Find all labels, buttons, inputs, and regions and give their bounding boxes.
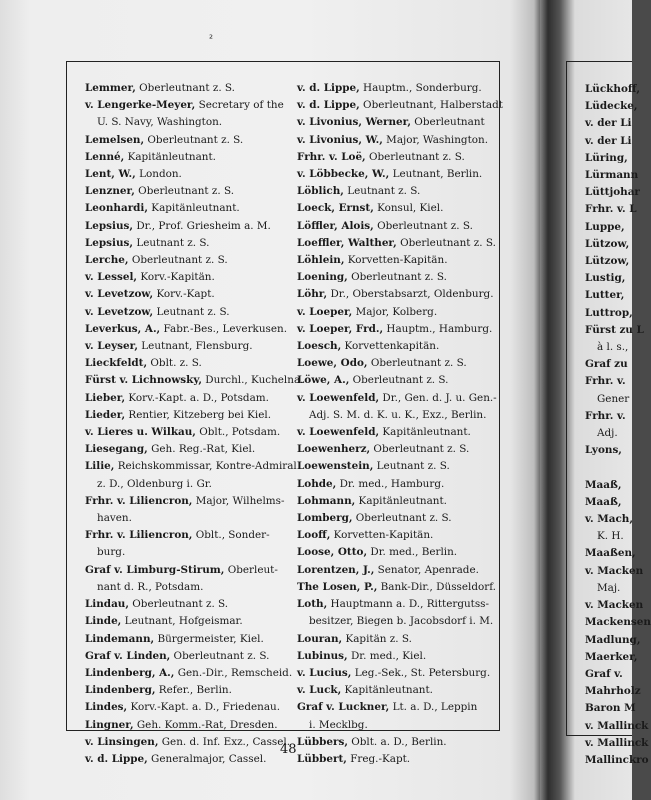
entry-name: v. Lessel, xyxy=(85,271,138,284)
entry-name: v. Levetzow, xyxy=(85,305,154,318)
entry-details: Lt. a. D., Leppin xyxy=(389,701,478,714)
entry-name: v. Levetzow, xyxy=(85,288,154,301)
entry-details: Bürgermeister, Kiel. xyxy=(154,632,264,645)
directory-entry xyxy=(297,304,497,321)
page-mark: ² xyxy=(209,34,214,45)
entry-continuation: U. S. Navy, Washington. xyxy=(97,116,223,129)
directory-entry xyxy=(85,734,293,751)
entry-name: Lilie, xyxy=(85,460,115,473)
directory-entry xyxy=(297,372,497,389)
entry-name: Löhlein, xyxy=(297,254,345,267)
directory-entry xyxy=(297,269,497,286)
entry-name: Graf v. Luckner, xyxy=(297,701,390,714)
entry-name: Graf v. Limburg-Stirum, xyxy=(85,563,225,576)
entry-name: Loesch, xyxy=(297,340,342,353)
next-page-entry: v. Mallinck xyxy=(585,736,649,749)
entry-details: Oblt., Potsdam. xyxy=(195,426,281,439)
entry-name: Loening, xyxy=(297,271,348,284)
next-page-entry: Mackensen xyxy=(585,616,651,629)
entry-details: Leutnant z. S. xyxy=(153,305,230,318)
entry-details: Oberleutnant z. S. xyxy=(349,374,449,387)
entry-details: Refer., Berlin. xyxy=(155,684,232,697)
entry-name: v. Luck, xyxy=(297,684,342,697)
entry-details: Leutnant z. S. xyxy=(133,236,210,249)
entry-details: Konsul, Kiel. xyxy=(373,202,444,215)
directory-entry xyxy=(297,97,503,114)
entry-name: v. Livonius, Werner, xyxy=(297,116,411,129)
directory-entry xyxy=(85,682,293,699)
next-page-entry: Graf zu xyxy=(585,358,628,371)
entry-details: Leutnant, Flensburg. xyxy=(137,340,253,353)
entry-details: Rentier, Kitzeberg bei Kiel. xyxy=(125,408,272,421)
entry-details: Leg.-Sek., St. Petersburg. xyxy=(351,666,491,679)
directory-entry xyxy=(85,527,293,544)
entry-name: Lohde, xyxy=(297,477,337,490)
entry-name: Lemelsen, xyxy=(85,133,145,146)
entry-details: Kapitänleutnant. xyxy=(341,684,433,697)
directory-entry xyxy=(85,355,293,372)
entry-continuation: i. Mecklbg. xyxy=(309,718,368,731)
entry-details: Dr. med., Kiel. xyxy=(347,649,427,662)
directory-entry xyxy=(297,390,497,407)
entry-name: Löwe, A., xyxy=(297,374,350,387)
directory-entry xyxy=(297,166,497,183)
entry-name: Lindenberg, xyxy=(85,684,156,697)
next-page-entry: v. der Li xyxy=(585,134,632,147)
entry-details: Freg.-Kapt. xyxy=(346,752,411,765)
directory-entry xyxy=(85,493,293,510)
entry-name: Lieber, xyxy=(85,391,126,404)
entry-name: Liesegang, xyxy=(85,443,148,456)
entry-name: v. Loeper, xyxy=(297,305,353,318)
directory-entry xyxy=(297,114,497,131)
directory-entry xyxy=(297,252,497,269)
next-page-continuation: Adj. xyxy=(597,427,618,440)
directory-entry xyxy=(297,562,497,579)
entry-details: Oberleutnant z. S. xyxy=(367,357,467,370)
entry-details: Oblt., Sonder- xyxy=(192,529,270,542)
entry-details: Korv.-Kapitän. xyxy=(137,271,215,284)
entry-details: Oberleutnant, Halberstadt xyxy=(359,99,503,112)
entry-name: Loth, xyxy=(297,598,328,611)
entry-name: v. Löbbecke, W., xyxy=(297,168,390,181)
entry-name: v. Livonius, W., xyxy=(297,133,383,146)
entry-name: Lomberg, xyxy=(297,512,353,525)
directory-entry xyxy=(85,200,293,217)
entry-name: Leverkus, A., xyxy=(85,322,161,335)
next-page-entry: Lürmann xyxy=(585,169,639,182)
entry-details: Korvetten-Kapitän. xyxy=(344,254,448,267)
entry-name: Looff, xyxy=(297,529,331,542)
entry-details: Kapitänleutnant. xyxy=(124,150,216,163)
entry-name: v. Leyser, xyxy=(85,340,138,353)
directory-entry xyxy=(85,132,293,149)
entry-name: v. Linsingen, xyxy=(85,735,159,748)
entry-details: Korvetten-Kapitän. xyxy=(330,529,434,542)
entry-name: v. Lucius, xyxy=(297,666,352,679)
next-page-entry: Lützow, xyxy=(585,255,630,268)
entry-details: Oberleutnant z. S. xyxy=(135,82,235,94)
entry-name: Frhr. v. Loë, xyxy=(297,150,366,163)
directory-entry xyxy=(297,321,497,338)
directory-entry xyxy=(85,699,293,716)
directory-entry xyxy=(85,97,293,114)
next-page-entry: Frhr. v. xyxy=(585,409,626,422)
next-page-entry: v. der Li xyxy=(585,117,632,130)
entry-details: Oberleutnant z. S. xyxy=(352,512,452,525)
directory-entry xyxy=(85,183,293,200)
entry-name: v. Lieres u. Wilkau, xyxy=(85,426,196,439)
entry-continuation: Adj. S. M. d. K. u. K., Exz., Berlin. xyxy=(309,408,487,421)
next-page-entry: Maaß, xyxy=(585,478,622,491)
directory-entry xyxy=(85,166,293,183)
entry-details: Dr., Prof. Griesheim a. M. xyxy=(133,219,271,232)
entry-details: Kapitänleutnant. xyxy=(379,426,471,439)
entry-details: Gen.-Dir., Remscheid. xyxy=(174,666,293,679)
directory-entry xyxy=(297,132,497,149)
entry-details: Oberleutnant xyxy=(411,116,485,129)
entry-name: Lübbers, xyxy=(297,735,348,748)
entry-details: Oberleutnant z. S. xyxy=(370,443,470,456)
entry-details: Geh. Reg.-Rat, Kiel. xyxy=(147,443,256,456)
entry-name: Lerche, xyxy=(85,254,129,267)
entry-name: Lent, W., xyxy=(85,168,136,181)
directory-entry xyxy=(297,218,497,235)
entry-details: Oberleutnant z. S. xyxy=(134,185,234,198)
next-page-entry: v. Mallinck xyxy=(585,719,649,732)
next-page-entry: Luppe, xyxy=(585,220,625,233)
directory-entry xyxy=(85,235,293,252)
entry-details: Senator, Apenrade. xyxy=(374,563,479,576)
entry-name: v. Loewenfeld, xyxy=(297,391,380,404)
entry-name: Loeffler, Walther, xyxy=(297,236,397,249)
entry-details: Bank-Dir., Düsseldorf. xyxy=(377,580,496,593)
next-page-entry: Lüttjohar xyxy=(585,186,640,199)
entry-details: Oblt. a. D., Berlin. xyxy=(347,735,447,748)
next-page-entry: Lückhoff, xyxy=(585,83,641,95)
directory-entry xyxy=(85,648,293,665)
entry-details: Hauptm., Hamburg. xyxy=(383,322,493,335)
entry-name: Lindau, xyxy=(85,598,129,611)
entry-name: v. Lengerke-Meyer, xyxy=(85,99,196,112)
entry-name: Loose, Otto, xyxy=(297,546,368,559)
entry-name: Loewenherz, xyxy=(297,443,371,456)
entry-name: Frhr. v. Liliencron, xyxy=(85,494,193,507)
next-page-entry: Frhr. v. xyxy=(585,375,626,388)
entry-name: Graf v. Linden, xyxy=(85,649,171,662)
next-page-entry: v. Macken xyxy=(585,599,644,612)
next-page-entry: Luttrop, xyxy=(585,306,633,319)
next-page-entry: Lützow, xyxy=(585,237,630,250)
entry-name: Lingner, xyxy=(85,718,134,731)
entry-name: v. d. Lippe, xyxy=(297,82,360,94)
directory-entry xyxy=(297,510,497,527)
entry-name: Lenzner, xyxy=(85,185,135,198)
next-page-continuation: à l. s., xyxy=(597,341,629,354)
next-page-entry xyxy=(585,459,651,476)
next-page-entry: Lustig, xyxy=(585,272,626,285)
entry-details: Hauptm., Sonderburg. xyxy=(359,82,482,94)
entry-name: v. Loewenfeld, xyxy=(297,426,380,439)
entry-name: Lieder, xyxy=(85,408,126,421)
entry-details: Leutnant, Berlin. xyxy=(389,168,483,181)
entry-details: Oberleutnant z. S. xyxy=(128,254,228,267)
directory-entry xyxy=(85,751,293,768)
directory-entry xyxy=(297,734,497,751)
entry-name: Lieckfeldt, xyxy=(85,357,148,370)
next-page-continuation: K. H. xyxy=(597,530,624,543)
entry-name: Lepsius, xyxy=(85,219,134,232)
directory-entry xyxy=(85,338,293,355)
directory-entry xyxy=(297,458,497,475)
entry-details: Oberleutnant z. S. xyxy=(396,236,496,249)
entry-details: Korv.-Kapt. a. D., Potsdam. xyxy=(125,391,269,404)
directory-entry xyxy=(85,613,293,630)
entry-details: Kapitänleutnant. xyxy=(355,494,447,507)
entry-continuation: burg. xyxy=(97,546,126,559)
next-page-entry: Graf v. xyxy=(585,667,623,680)
directory-entry xyxy=(297,235,497,252)
entry-details: Dr. med., Berlin. xyxy=(367,546,458,559)
directory-entry xyxy=(85,269,293,286)
entry-details: Korvettenkapitän. xyxy=(341,340,440,353)
next-page-entry: Mallinckro xyxy=(585,753,649,766)
entry-details: Reichskommissar, Kontre-Admiral xyxy=(114,460,297,473)
entry-details: Oberleutnant z. S. xyxy=(144,133,244,146)
directory-entry xyxy=(297,751,497,768)
directory-entry xyxy=(297,596,497,613)
directory-entry xyxy=(297,665,497,682)
next-page-entry: Maerker, xyxy=(585,650,638,663)
directory-entry xyxy=(85,252,293,269)
directory-entry xyxy=(297,682,497,699)
next-page-continuation: Maj. xyxy=(597,581,621,594)
entry-continuation: z. D., Oldenburg i. Gr. xyxy=(97,477,212,490)
directory-entry xyxy=(85,596,293,613)
entry-name: Lubinus, xyxy=(297,649,348,662)
directory-entry xyxy=(297,183,497,200)
directory-entry xyxy=(85,321,293,338)
next-page-entry: Mahrholz xyxy=(585,685,641,698)
entry-details: Major, Wilhelms- xyxy=(192,494,285,507)
entry-name: Lindes, xyxy=(85,701,128,714)
entry-details: Secretary of the xyxy=(195,99,284,112)
entry-name: Lindenberg, A., xyxy=(85,666,175,679)
directory-entry xyxy=(297,631,497,648)
entry-details: Major, Washington. xyxy=(382,133,489,146)
directory-entry xyxy=(297,441,497,458)
directory-entry xyxy=(85,304,293,321)
entry-details: Hauptmann a. D., Rittergutss- xyxy=(327,598,490,611)
entry-name: Lindemann, xyxy=(85,632,155,645)
directory-entry xyxy=(85,458,297,475)
directory-entry xyxy=(297,149,497,166)
entry-details: Leutnant, Hofgeismar. xyxy=(121,615,243,628)
entry-continuation: haven. xyxy=(97,512,132,525)
entry-details: Fabr.-Bes., Leverkusen. xyxy=(160,322,288,335)
page-number: 48 xyxy=(280,742,297,757)
entry-details: Dr., Oberstabsarzt, Oldenburg. xyxy=(327,288,494,301)
directory-entry xyxy=(297,527,497,544)
next-page-entry: v. Mach, xyxy=(585,513,633,526)
entry-name: v. d. Lippe, xyxy=(85,752,148,765)
entry-details: Oberleutnant z. S. xyxy=(347,271,447,284)
entry-details: Geh. Komm.-Rat, Dresden. xyxy=(133,718,278,731)
directory-entry xyxy=(85,665,293,682)
directory-entry xyxy=(85,631,293,648)
directory-entry xyxy=(297,579,497,596)
entry-continuation: besitzer, Biegen b. Jacobsdorf i. M. xyxy=(309,615,494,628)
entry-name: Linde, xyxy=(85,615,122,628)
directory-entry xyxy=(297,286,497,303)
directory-entry xyxy=(297,699,497,716)
entry-details: Leutnant z. S. xyxy=(343,185,421,198)
directory-entry xyxy=(85,286,293,303)
next-page-entry: Lyons, xyxy=(585,444,622,457)
entry-name: v. d. Lippe, xyxy=(297,99,360,112)
next-page-entry: Lüring, xyxy=(585,151,628,164)
directory-entry xyxy=(297,648,497,665)
entry-details: Korv.-Kapt. a. D., Friedenau. xyxy=(127,701,281,714)
entry-name: Louran, xyxy=(297,632,343,645)
next-page-entry: Lüdecke, xyxy=(585,100,638,113)
directory-entry xyxy=(85,717,293,734)
entry-name: Lenné, xyxy=(85,150,125,163)
entry-details: Oberleutnant z. S. xyxy=(170,649,270,662)
next-page-entry: Madlung, xyxy=(585,633,641,646)
entry-name: Loewe, Odo, xyxy=(297,357,368,370)
directory-entry xyxy=(85,80,293,97)
directory-entry xyxy=(85,562,293,579)
entry-details: Durchl., Kuchelna. xyxy=(202,374,304,387)
entry-name: Löhr, xyxy=(297,288,328,301)
right-column xyxy=(297,80,503,768)
next-page-entry: Maaß, xyxy=(585,495,622,508)
entry-name: Lemmer, xyxy=(85,82,136,94)
entry-details: Generalmajor, Cassel. xyxy=(147,752,267,765)
next-page-entry: Fürst zu L xyxy=(585,323,644,336)
entry-details: Kapitän z. S. xyxy=(342,632,412,645)
entry-name: The Losen, P., xyxy=(297,580,378,593)
entry-details: Dr., Gen. d. J. u. Gen.- xyxy=(379,391,497,404)
next-page-entry: Lutter, xyxy=(585,289,625,302)
entry-details: Korv.-Kapt. xyxy=(153,288,215,301)
entry-details: Oberleutnant z. S. xyxy=(373,219,473,232)
entry-name: Loewenstein, xyxy=(297,460,374,473)
directory-entry xyxy=(297,424,497,441)
directory-entry xyxy=(85,424,293,441)
entry-details: Gen. d. Inf. Exz., Cassel. xyxy=(158,735,291,748)
entry-details: Major, Kolberg. xyxy=(352,305,438,318)
next-page-continuation: Gener xyxy=(597,392,630,405)
directory-entry xyxy=(297,355,497,372)
next-page-entry: Maaßen, xyxy=(585,547,636,560)
directory-entry xyxy=(85,218,293,235)
entry-details: Leutnant z. S. xyxy=(373,460,450,473)
entry-name: Leonhardi, xyxy=(85,202,148,215)
entry-name: Loeck, Ernst, xyxy=(297,202,374,215)
directory-entry xyxy=(297,338,497,355)
entry-name: Lohmann, xyxy=(297,494,356,507)
entry-details: Oberleutnant z. S. xyxy=(128,598,229,611)
directory-entry xyxy=(297,493,497,510)
entry-continuation: nant d. R., Potsdam. xyxy=(97,580,204,593)
directory-entry xyxy=(297,476,497,493)
entry-name: Frhr. v. Liliencron, xyxy=(85,529,193,542)
entry-name: v. Loeper, Frd., xyxy=(297,322,384,335)
entry-details: Oberleut- xyxy=(224,563,278,576)
next-page-entry: v. Macken xyxy=(585,564,644,577)
entry-name: Lorentzen, J., xyxy=(297,563,375,576)
directory-entry xyxy=(297,200,497,217)
directory-entry xyxy=(297,80,497,97)
entry-details: Oblt. z. S. xyxy=(147,357,202,370)
next-page-column xyxy=(585,81,651,769)
entry-name: Löffler, Alois, xyxy=(297,219,374,232)
entry-details: Kapitänleutnant. xyxy=(148,202,240,215)
entry-details: Oberleutnant z. S. xyxy=(365,150,465,163)
next-page-entry: Baron M xyxy=(585,702,636,715)
entry-details: London. xyxy=(135,168,182,181)
entry-name: Löblich, xyxy=(297,185,344,198)
directory-entry xyxy=(85,149,293,166)
entry-name: Lübbert, xyxy=(297,752,347,765)
next-page-fragment xyxy=(566,61,651,766)
directory-entry xyxy=(85,407,293,424)
next-page-entry: Frhr. v. L xyxy=(585,203,637,216)
directory-entry xyxy=(85,441,293,458)
entry-name: Lepsius, xyxy=(85,236,134,249)
directory-entry xyxy=(297,544,497,561)
directory-entry xyxy=(85,372,304,389)
directory-entry xyxy=(85,390,293,407)
entry-name: Fürst v. Lichnowsky, xyxy=(85,374,202,387)
entry-details: Dr. med., Hamburg. xyxy=(336,477,445,490)
left-column xyxy=(85,80,304,768)
